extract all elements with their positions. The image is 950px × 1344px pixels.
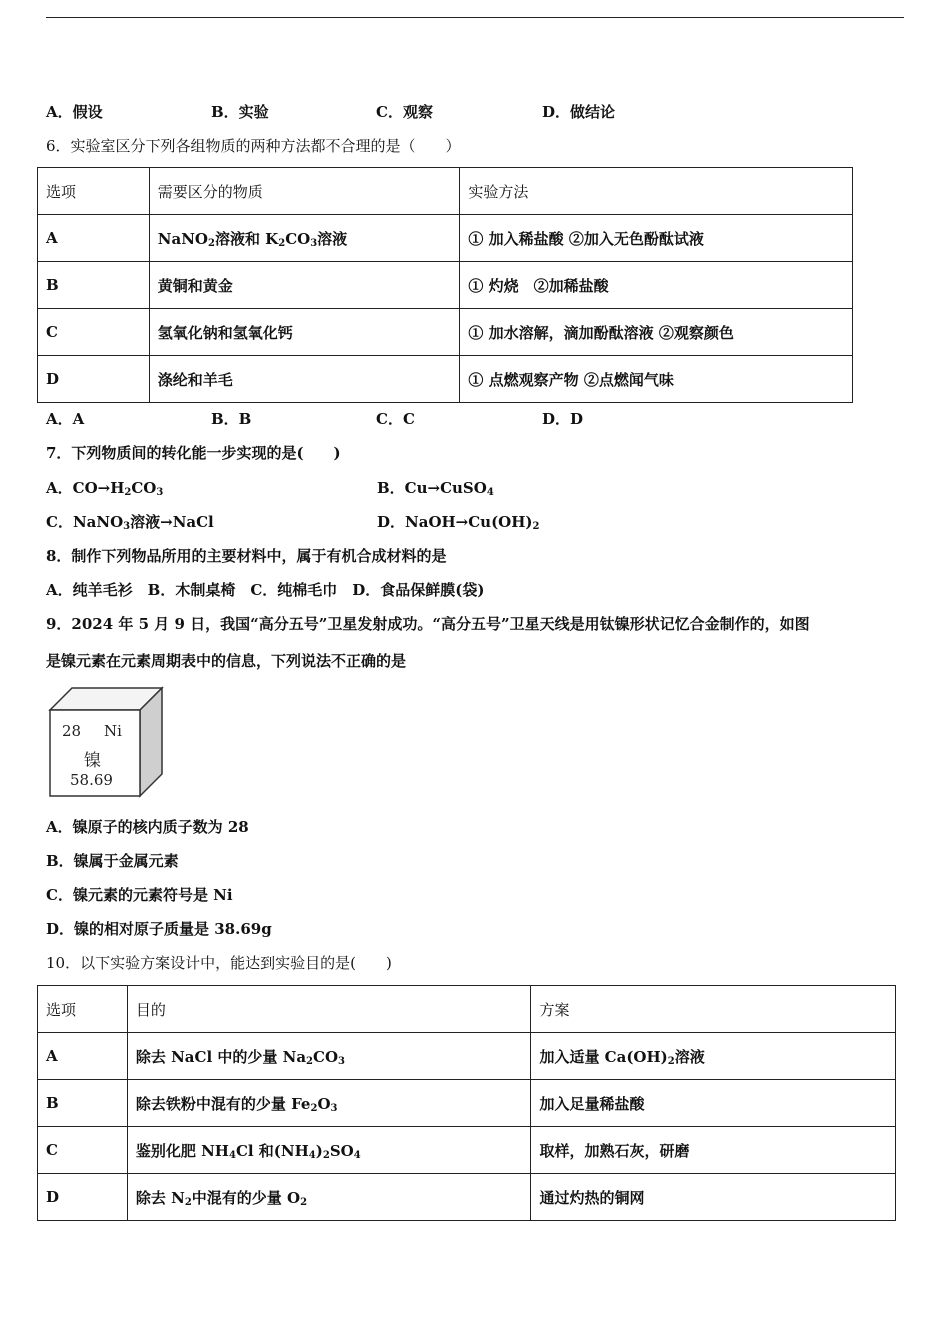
q6-table (37, 167, 853, 403)
formula-part: CO (131, 479, 157, 497)
row-option: B (38, 1080, 128, 1127)
q10-table (37, 985, 896, 1221)
atomic-mass: 58.69 (70, 771, 113, 789)
formula-part: 溶液 (317, 229, 348, 248)
q7-stem: 7．下列物质间的转化能一步实现的是( ) (46, 444, 341, 462)
q5-option-c[interactable]: C．观察 (376, 103, 433, 121)
q10-stem: 10．以下实验方案设计中，能达到实验目的是( ) (46, 954, 392, 972)
row-goal (127, 1033, 531, 1080)
row-option: C (38, 309, 150, 356)
formula-part: 溶液 (674, 1047, 705, 1066)
formula-part: NaNO (157, 229, 208, 248)
q7-option-b[interactable] (377, 478, 494, 498)
row-goal (127, 1174, 531, 1221)
table-row (38, 309, 853, 356)
q8-options[interactable]: A．纯羊毛衫 B．木制桌椅 C．纯棉毛巾 D．食品保鲜膜(袋) (46, 581, 485, 599)
formula-subscript: 4 (353, 1149, 361, 1161)
q9-option-b[interactable]: B．镍属于金属元素 (46, 852, 179, 870)
table-header-row (38, 168, 853, 215)
formula-subscript: 2 (322, 1149, 330, 1161)
q6-option-a[interactable]: A．A (46, 410, 85, 428)
formula-part: A．CO→H (46, 479, 125, 497)
formula-subscript: 2 (124, 487, 132, 498)
formula-subscript: 2 (300, 1196, 308, 1208)
row-substance (149, 215, 460, 262)
formula-part: O (317, 1094, 331, 1113)
formula-subscript: 2 (667, 1055, 675, 1067)
formula-part: B．Cu→CuSO (377, 479, 487, 497)
formula-part: CO (285, 229, 311, 248)
formula-part: 除去 NaCl 中的少量 Na (135, 1047, 307, 1066)
table-row (38, 262, 853, 309)
formula-subscript: 3 (330, 1102, 338, 1114)
q6-option-c[interactable]: C．C (376, 410, 415, 428)
formula-subscript: 2 (184, 1196, 192, 1208)
formula-part: SO (329, 1141, 354, 1160)
row-plan: 加入足量稀盐酸 (531, 1080, 896, 1127)
row-option: C (38, 1127, 128, 1174)
formula-subscript: 3 (310, 237, 318, 249)
row-option: D (38, 1174, 128, 1221)
header-goal: 目的 (127, 986, 531, 1033)
table-row (38, 1033, 896, 1080)
formula-part: 中混有的少量 O (191, 1188, 301, 1207)
row-goal (127, 1127, 531, 1174)
q9-stem-line2: 是镍元素在元素周期表中的信息，下列说法不正确的是 (46, 652, 407, 670)
formula-part: 溶液和 K (214, 229, 279, 248)
row-method: ① 加入稀盐酸 ②加入无色酚酞试液 (460, 215, 853, 262)
q7-option-d[interactable] (377, 512, 540, 532)
row-substance: 涤纶和羊毛 (149, 356, 460, 403)
q6-option-b[interactable]: B．B (211, 410, 252, 428)
formula-part: 溶液→NaCl (130, 513, 214, 531)
q8-stem: 8．制作下列物品所用的主要材料中，属于有机合成材料的是 (46, 547, 447, 565)
q6-stem: 6．实验室区分下列各组物质的两种方法都不合理的是（ ） (46, 137, 461, 155)
q9-option-d[interactable]: D．镍的相对原子质量是 38.69g (46, 920, 272, 938)
header-option: 选项 (38, 168, 150, 215)
formula-part: 鉴别化肥 NH (135, 1141, 229, 1160)
formula-subscript: 3 (156, 487, 164, 498)
row-substance: 氢氧化钠和氢氧化钙 (149, 309, 460, 356)
row-option: D (38, 356, 150, 403)
formula-part: 加入适量 Ca(OH) (539, 1047, 668, 1066)
row-method: ① 灼烧 ②加稀盐酸 (460, 262, 853, 309)
table-header-row (38, 986, 896, 1033)
table-row (38, 1174, 896, 1221)
formula-subscript: 2 (310, 1102, 318, 1114)
atomic-number: 28 (62, 722, 82, 740)
q9-option-a[interactable]: A．镍原子的核内质子数为 28 (46, 818, 249, 836)
formula-subscript: 2 (207, 237, 215, 249)
row-option: A (38, 215, 150, 262)
row-method: ① 加水溶解，滴加酚酞溶液 ②观察颜色 (460, 309, 853, 356)
element-symbol: Ni (104, 722, 122, 740)
header-method: 实验方法 (460, 168, 853, 215)
row-option: A (38, 1033, 128, 1080)
header-plan: 方案 (531, 986, 896, 1033)
formula-part: ) (315, 1141, 323, 1160)
header-substance: 需要区分的物质 (149, 168, 460, 215)
q5-option-d[interactable]: D．做结论 (542, 103, 616, 121)
row-option: B (38, 262, 150, 309)
formula-subscript: 2 (306, 1055, 314, 1067)
row-method: ① 点燃观察产物 ②点燃闻气味 (460, 356, 853, 403)
table-row (38, 356, 853, 403)
q9-stem-line1: 9．2024 年 5 月 9 日，我国“高分五号”卫星发射成功。“高分五号”卫星天线是用钛镍形状记忆合金制作的，如图 (46, 615, 810, 633)
formula-part: Cl 和(NH (235, 1141, 309, 1160)
formula-subscript: 3 (338, 1055, 345, 1067)
q5-options (46, 102, 746, 122)
header-rule (46, 17, 904, 18)
table-row (38, 215, 853, 262)
q5-option-b[interactable]: B．实验 (211, 103, 269, 121)
header-option: 选项 (38, 986, 128, 1033)
q5-option-a[interactable]: A．假设 (46, 103, 103, 121)
formula-subscript: 4 (486, 487, 494, 498)
row-goal (127, 1080, 531, 1127)
formula-subscript: 3 (123, 521, 131, 532)
q7-option-a[interactable] (46, 478, 163, 498)
row-plan (531, 1033, 896, 1080)
row-plan: 通过灼热的铜网 (531, 1174, 896, 1221)
formula-part: CO (313, 1047, 339, 1066)
q9-option-c[interactable]: C．镍元素的元素符号是 Ni (46, 886, 233, 904)
q7-option-c[interactable] (46, 512, 214, 532)
formula-part: 除去铁粉中混有的少量 Fe (135, 1094, 311, 1113)
formula-part: 除去 N (135, 1188, 185, 1207)
formula-subscript: 4 (228, 1149, 236, 1161)
row-substance: 黄铜和黄金 (149, 262, 460, 309)
element-name: 镍 (84, 751, 101, 771)
table-row (38, 1127, 896, 1174)
table-row (38, 1080, 896, 1127)
formula-subscript: 2 (278, 237, 286, 249)
formula-part: C．NaNO (46, 513, 124, 531)
formula-subscript: 2 (532, 521, 540, 532)
q6-option-d[interactable]: D．D (542, 410, 584, 428)
formula-subscript: 4 (308, 1149, 316, 1161)
row-plan: 取样，加熟石灰，研磨 (531, 1127, 896, 1174)
formula-part: D．NaOH→Cu(OH) (377, 513, 533, 531)
q6-options (46, 409, 746, 429)
nickel-element-tile (48, 686, 166, 800)
